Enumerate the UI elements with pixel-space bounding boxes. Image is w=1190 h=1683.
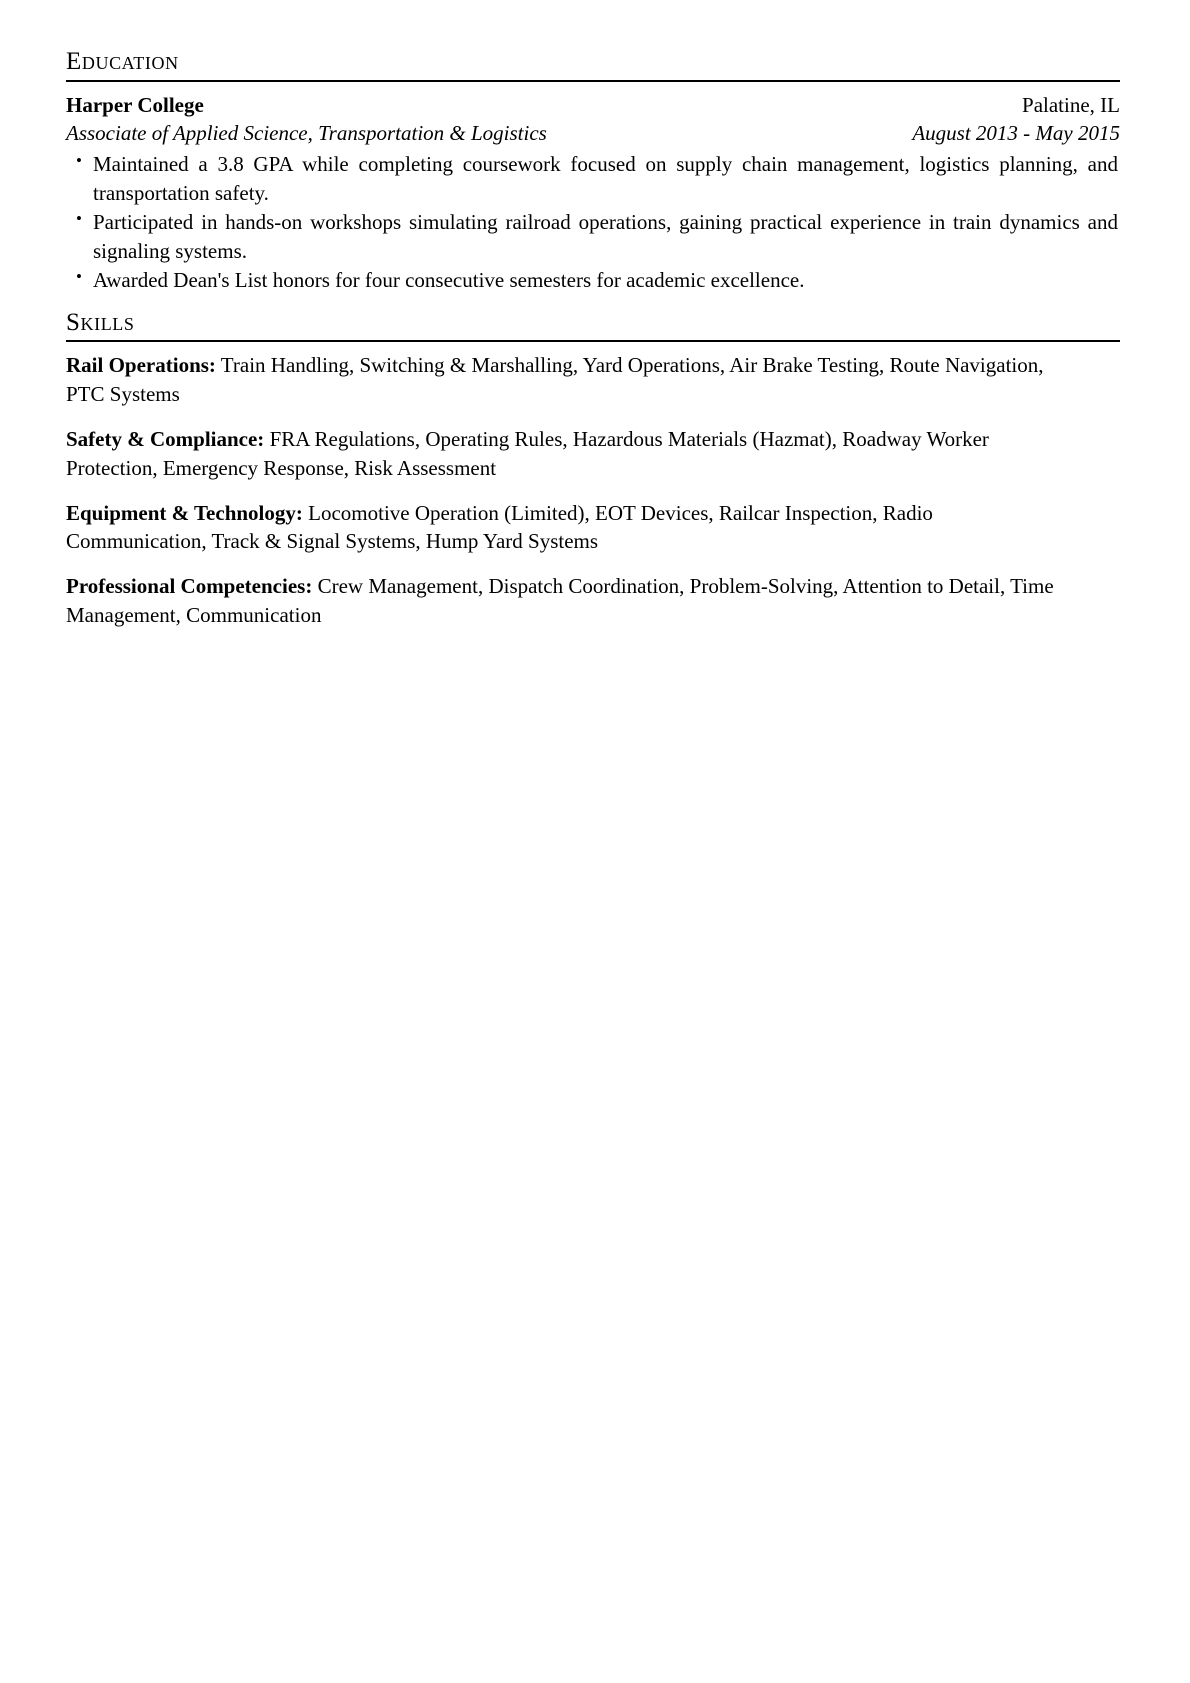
- education-entry: [66, 91, 1120, 295]
- skills-section-rule: [66, 340, 1120, 342]
- skill-group-items: Train Handling, Switching & Marshalling, Yard Operations, Air Brake Testing, Route Navigation, PTC Systems: [66, 353, 1044, 407]
- skill-group-items: FRA Regulations, Operating Rules, Hazardous Materials (Hazmat), Roadway Worker Protection, Emergency Response, Risk Assessment: [66, 427, 989, 480]
- education-entry-subheader-row: [66, 119, 1120, 147]
- skill-group: [66, 351, 1066, 409]
- skill-group-label: Equipment & Technology:: [66, 500, 303, 525]
- education-institution: Harper College: [66, 92, 204, 117]
- education-entry-header-row: [66, 91, 1120, 119]
- skill-group: [66, 425, 1066, 483]
- list-item: • Maintained a 3.8 GPA while completing coursework focused on supply chain management, logistics planning, and transportation safety.: [66, 150, 1120, 207]
- skills-group-list: [66, 351, 1120, 629]
- education-bullet-list: [66, 150, 1120, 295]
- skill-group: [66, 572, 1066, 630]
- skill-group: [66, 499, 1066, 557]
- skill-group-items: Crew Management, Dispatch Coordination, Problem-Solving, Attention to Detail, Time Management, Communication: [66, 574, 1054, 627]
- list-item: • Awarded Dean's List honors for four consecutive semesters for academic excellence.: [66, 266, 1120, 295]
- skill-group-items: Locomotive Operation (Limited), EOT Devices, Railcar Inspection, Radio Communication, Track & Signal Systems, Hump Yard Systems: [66, 500, 933, 554]
- education-section-heading: Education: [66, 48, 179, 75]
- list-item: • Participated in hands-on workshops simulating railroad operations, gaining practical experience in train dynamics and signaling systems.: [66, 208, 1120, 265]
- skill-group-label: Professional Competencies:: [66, 574, 313, 599]
- education-dates: August 2013 - May 2015: [912, 120, 1120, 145]
- skills-section: [66, 309, 1120, 630]
- skills-section-heading: Skills: [66, 308, 135, 336]
- education-degree: Associate of Applied Science, Transportation & Logistics: [66, 120, 547, 145]
- education-section: [66, 48, 1120, 295]
- skill-group-label: Safety & Compliance:: [66, 427, 265, 452]
- skill-group-label: Rail Operations:: [66, 353, 216, 378]
- education-location: Palatine, IL: [1022, 92, 1120, 117]
- education-section-rule: [66, 80, 1120, 82]
